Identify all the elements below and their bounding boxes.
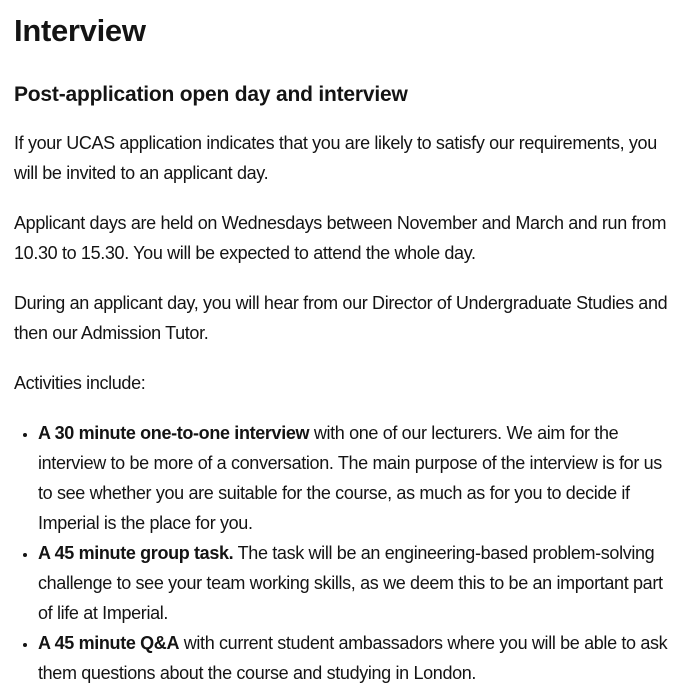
- paragraph-invitation: If your UCAS application indicates that you are likely to satisfy our requirements, you will be invited to an applicant day.: [14, 133, 657, 183]
- list-item-text: with one of our lecturers. We aim for the interview to be more of a conversation. The main purpose of the interview is for us to see whether you are suitable for the course, as much as for you to decide if Imperial is the place for you.: [38, 423, 662, 533]
- list-item-title: A 45 minute Q&A: [38, 633, 180, 653]
- list-item-interview: [38, 418, 669, 538]
- paragraph-speakers: During an applicant day, you will hear from our Director of Undergraduate Studies and then our Admission Tutor.: [14, 293, 668, 343]
- list-item-title: A 45 minute group task.: [38, 543, 234, 563]
- list-item-text: with current student ambassadors where you will be able to ask them questions about the course and studying in London.: [38, 633, 668, 683]
- page-title: Interview: [14, 13, 146, 48]
- activities-list: [14, 418, 669, 688]
- paragraph-schedule: Applicant days are held on Wednesdays between November and March and run from 10.30 to 15.30. You will be expected to attend the whole day.: [14, 213, 667, 263]
- paragraph-activities-intro: Activities include:: [14, 373, 146, 393]
- section-heading: Post-application open day and interview: [14, 83, 408, 106]
- list-item-text: The task will be an engineering-based problem-solving challenge to see your team working skills, as we deem this to be an important part of life at Imperial.: [38, 543, 663, 623]
- list-item-group-task: [38, 538, 669, 628]
- list-item-title: A 30 minute one-to-one interview: [38, 423, 310, 443]
- list-item-qa: [38, 628, 669, 688]
